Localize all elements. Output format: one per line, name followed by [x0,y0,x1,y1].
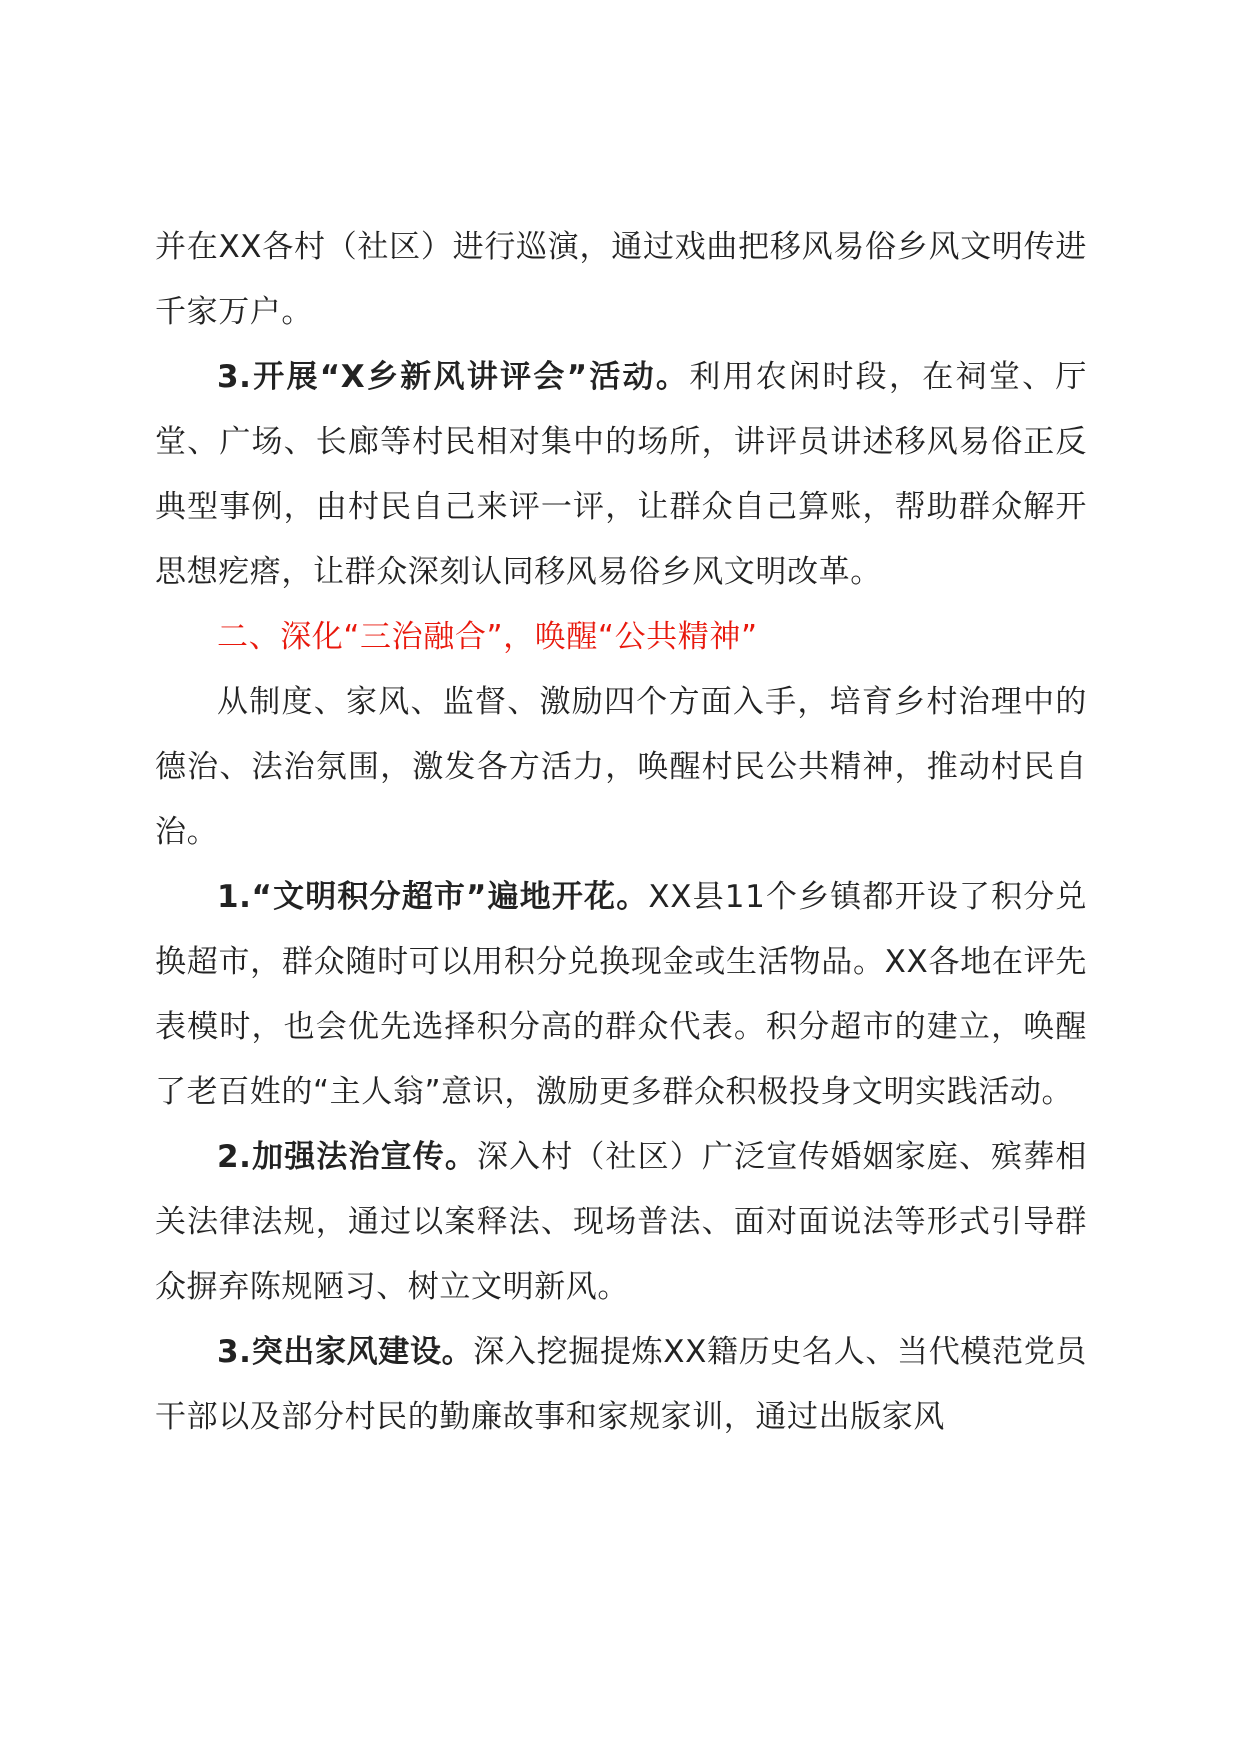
paragraph-lead: 3.突出家风建设。 [217,1334,474,1370]
paragraph-item-3-lecture-meeting [155,345,1087,605]
document-page [155,215,1087,1450]
paragraph-text: 利用农闲时段，在祠堂、厅堂、广场、长廊等村民相对集中的场所，讲评员讲述移风易俗正反典型事例，由村民自己来评一评，让群众自己算账，帮助群众解开思想疙瘩，让群众深刻认同移风易俗乡风文明改革。 [155,359,1087,590]
paragraph-text: XX县11个乡镇都开设了积分兑换超市，群众随时可以用积分兑换现金或生活物品。XX各地在评先表模时，也会优先选择积分高的群众代表。积分超市的建立，唤醒了老百姓的“主人翁”意识，激励更多群众积极投身文明实践活动。 [155,879,1088,1110]
paragraph-text: 并在XX各村（社区）进行巡演，通过戏曲把移风易俗乡风文明传进千家万户。 [155,229,1087,330]
paragraph-text: 深入挖掘提炼XX籍历史名人、当代模范党员干部以及部分村民的勤廉故事和家规家训，通过出版家风 [155,1334,1087,1435]
paragraph-lead: 1.“文明积分超市”遍地开花。 [217,879,649,915]
paragraph-section-intro [155,670,1087,865]
section-heading-text: 二、深化“三治融合”，唤醒“公共精神” [217,619,758,655]
paragraph-text: 从制度、家风、监督、激励四个方面入手，培育乡村治理中的德治、法治氛围，激发各方活力，唤醒村民公共精神，推动村民自治。 [155,684,1087,850]
paragraph-item-3-family-tradition [155,1320,1087,1450]
paragraph-continuation [155,215,1087,345]
paragraph-text: 深入村（社区）广泛宣传婚姻家庭、殡葬相关法律法规，通过以案释法、现场普法、面对面说法等形式引导群众摒弃陈规陋习、树立文明新风。 [155,1139,1087,1305]
paragraph-lead: 2.加强法治宣传。 [217,1139,478,1175]
paragraph-item-2-legal-publicity [155,1125,1087,1320]
paragraph-lead: 3.开展“X乡新风讲评会”活动。 [217,359,690,395]
paragraph-item-1-points-supermarket [155,865,1087,1125]
section-heading [155,605,1087,670]
